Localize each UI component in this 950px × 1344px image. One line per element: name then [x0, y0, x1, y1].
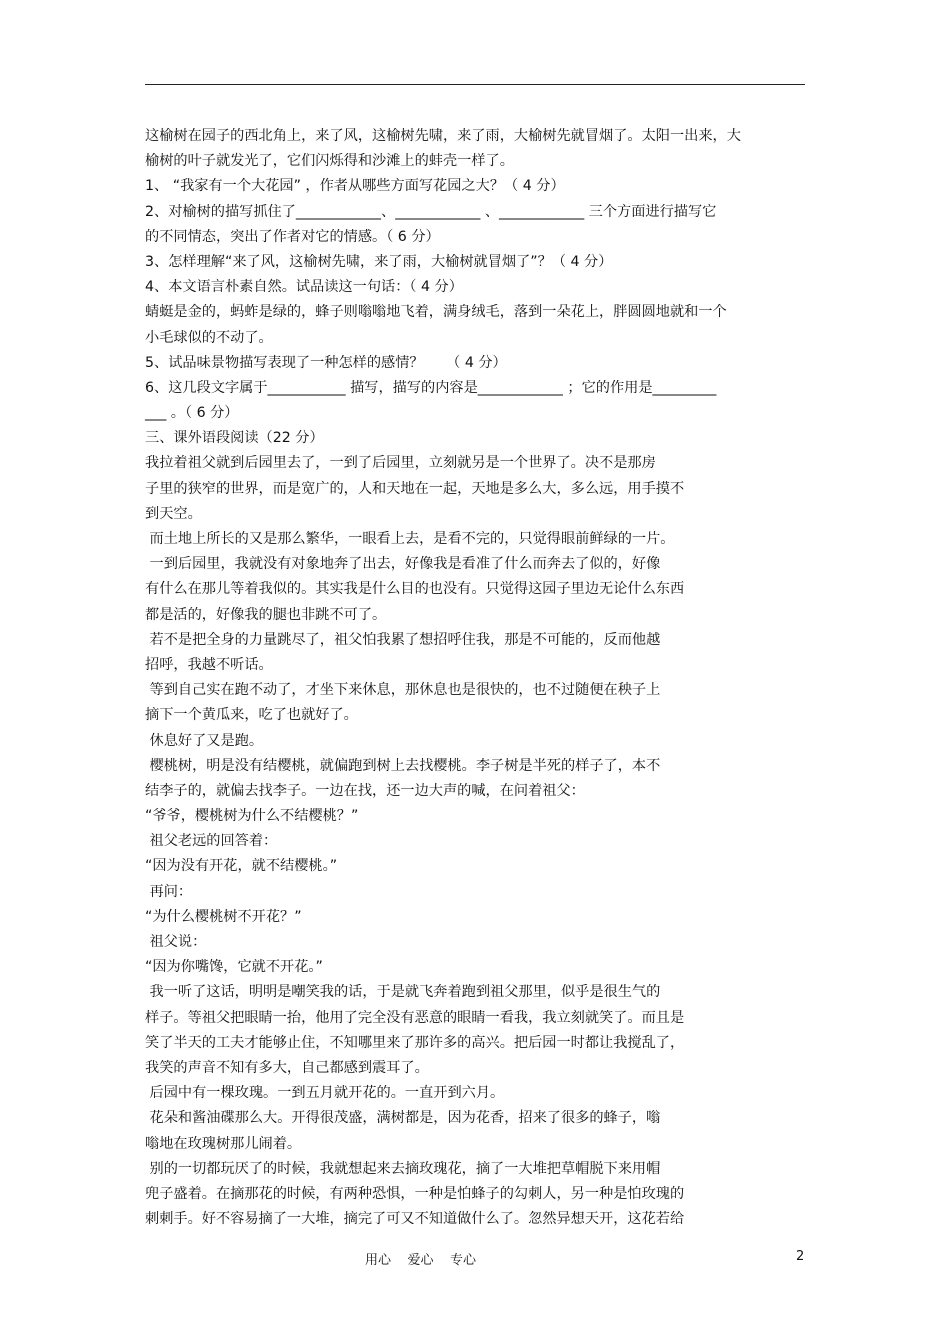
text-line: 这榆树在园子的西北角上，来了风，这榆树先啸，来了雨，大榆树先就冒烟了。太阳一出来，大 — [145, 128, 741, 144]
text-line: 笑了半天的工夫才能够止住，不知哪里来了那许多的高兴。把后园一时都让我搅乱了， — [145, 1034, 685, 1051]
text-line: 的不同情态，突出了作者对它的情感。（ 6 分） — [145, 228, 440, 245]
text-line: 三、课外语段阅读（22 分） — [145, 430, 324, 447]
text-line: 6、这几段文字属于___________ 描写，描写的内容是____________ ；它的作用是_________ — [145, 379, 717, 396]
text-line: 都是活的，好像我的腿也非跳不可了。 — [145, 606, 387, 623]
text-line: 3、怎样理解“来了风，这榆树先啸，来了雨，大榆树就冒烟了”？（ 4 分） — [145, 253, 613, 270]
text-line: 小毛球似的不动了。 — [145, 329, 273, 346]
text-line: “爷爷，樱桃树为什么不结樱桃？” — [145, 808, 359, 825]
text-line: 到天空。 — [145, 505, 202, 522]
text-line: “因为没有开花，就不结樱桃。” — [145, 858, 338, 875]
header-rule — [145, 84, 805, 85]
text-line: 别的一切都玩厌了的时候，我就想起来去摘玫瑰花，摘了一大堆把草帽脱下来用帽 — [145, 1160, 661, 1177]
text-line: 样子。等祖父把眼睛一抬，他用了完全没有恶意的眼睛一看我，我立刻就笑了。而且是 — [145, 1009, 685, 1026]
text-line: 招呼，我越不听话。 — [145, 656, 273, 673]
text-line: 有什么在那儿等着我似的。其实我是什么目的也没有。只觉得这园子里边无论什么东西 — [145, 581, 685, 598]
footer-motto: 用心 爱心 专心 — [365, 1253, 477, 1268]
text-line: 樱桃树，明是没有结樱桃，就偏跑到树上去找樱桃。李子树是半死的样子了，本不 — [145, 757, 661, 774]
text-line: 我拉着祖父就到后园里去了，一到了后园里，立刻就另是一个世界了。决不是那房 — [145, 455, 656, 472]
text-line: 若不是把全身的力量跳尽了，祖父怕我累了想招呼住我，那是不可能的，反而他越 — [145, 631, 661, 648]
text-line: 而土地上所长的又是那么繁华，一眼看上去，是看不完的，只觉得眼前鲜绿的一片。 — [145, 531, 675, 547]
text-line: 兜子盛着。在摘那花的时候，有两种恐惧，一种是怕蜂子的勾刺人，另一种是怕玫瑰的 — [145, 1185, 685, 1202]
text-line: 后园中有一棵玫瑰。一到五月就开花的。一直开到六月。 — [145, 1085, 505, 1102]
page-footer — [0, 1249, 950, 1269]
text-line: ___ 。（ 6 分） — [145, 405, 239, 422]
text-line: 嗡地在玫瑰树那儿闹着。 — [145, 1135, 302, 1152]
text-line: 休息好了又是跑。 — [145, 732, 264, 749]
page-number: 2 — [796, 1249, 805, 1264]
text-line: 我一听了这话，明明是嘲笑我的话，于是就飞奔着跑到祖父那里，似乎是很生气的 — [145, 984, 661, 1001]
text-line: 4、本文语言朴素自然。试品读这一句话：（ 4 分） — [145, 279, 463, 296]
document-body — [145, 124, 810, 1232]
text-line: 我笑的声音不知有多大，自己都感到震耳了。 — [145, 1059, 429, 1076]
text-line: 结李子的，就偏去找李子。一边在找，还一边大声的喊，在问着祖父： — [145, 782, 585, 799]
text-line: 蜻蜓是金的，蚂蚱是绿的，蜂子则嗡嗡地飞着，满身绒毛，落到一朵花上，胖圆圆地就和一个 — [145, 304, 727, 321]
text-line: 榆树的叶子就发光了，它们闪烁得和沙滩上的蚌壳一样了。 — [145, 153, 514, 170]
text-line: 一到后园里，我就没有对象地奔了出去，好像我是看准了什么而奔去了似的，好像 — [145, 556, 661, 573]
text-line: 祖父老远的回答着： — [145, 833, 278, 850]
text-line: 1、 “我家有一个大花园” ，作者从哪些方面写花园之大？（ 4 分） — [145, 178, 565, 195]
text-line: “为什么樱桃树不开花？” — [145, 908, 302, 925]
text-line: 5、试品味景物描写表现了一种怎样的感情？ （ 4 分） — [145, 354, 507, 371]
text-line: 子里的狭窄的世界，而是宽广的，人和天地在一起，天地是多么大，多么远，用手摸不 — [145, 480, 685, 497]
text-line: 花朵和酱油碟那么大。开得很茂盛，满树都是，因为花香，招来了很多的蜂子，嗡 — [145, 1110, 661, 1127]
text-line: 再问： — [145, 883, 193, 900]
text-line: 刺刺手。好不容易摘了一大堆，摘完了可又不知道做什么了。忽然异想天开，这花若给 — [145, 1211, 685, 1228]
text-line: 等到自己实在跑不动了，才坐下来休息，那休息也是很快的，也不过随便在秧子上 — [145, 682, 661, 699]
text-line: “因为你嘴馋，它就不开花。” — [145, 959, 323, 976]
text-line: 2、对榆树的描写抓住了____________、____________ 、____________ 三个方面进行描写它 — [145, 203, 717, 220]
text-line: 祖父说： — [145, 934, 207, 950]
text-line: 摘下一个黄瓜来，吃了也就好了。 — [145, 707, 358, 724]
